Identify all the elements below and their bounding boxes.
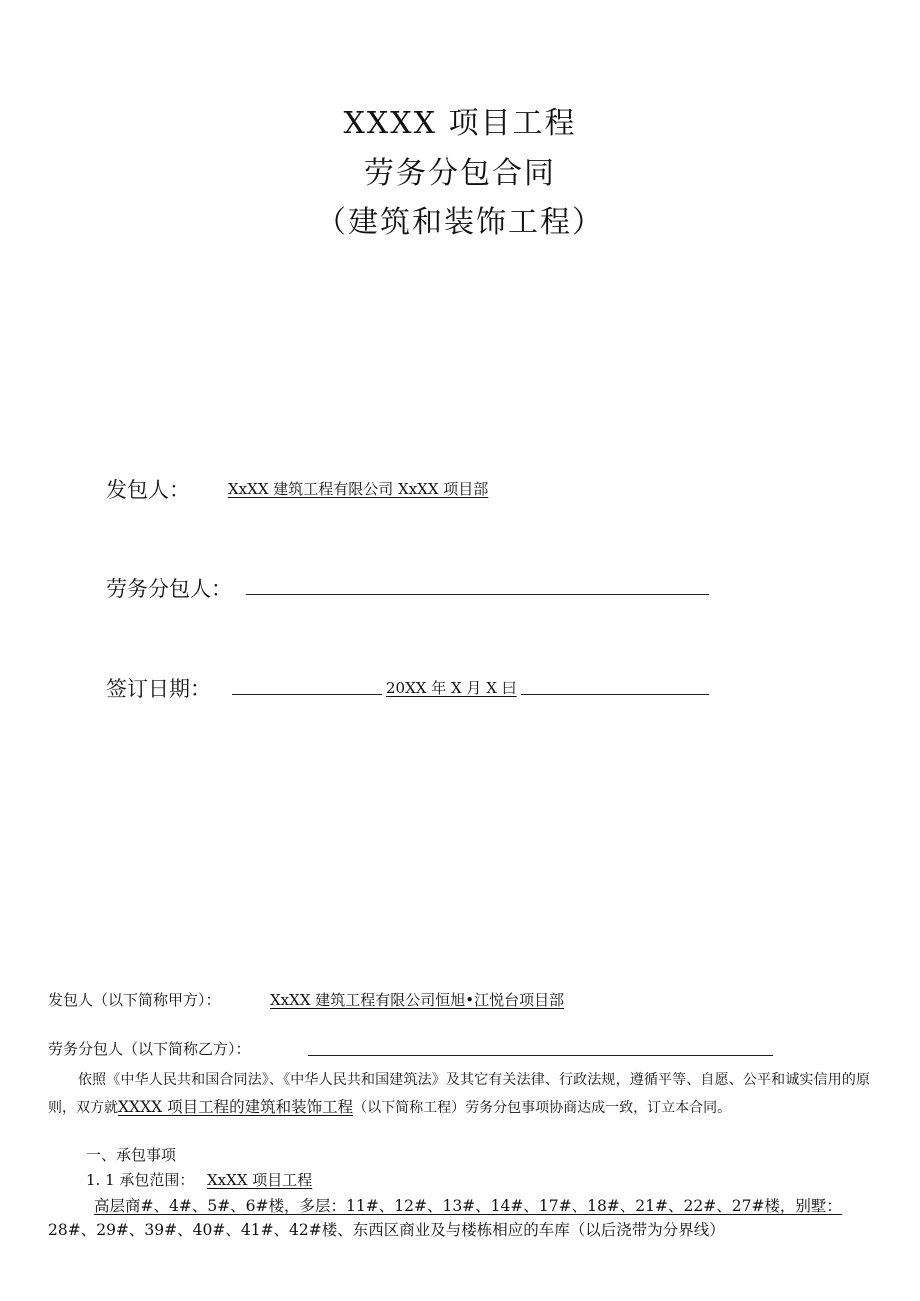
scope-line-2: 28#、29#、39#、40#、41#、42#楼、东西区商业及与楼栋相应的车库（以后浇带为分界线）: [48, 1221, 725, 1239]
contract-title-project: XXXX 项目工程: [343, 106, 577, 141]
party-a-label: 发包人（以下简称甲方）：: [48, 991, 221, 1009]
employer-value: XxXX 建筑工程有限公司 XxXX 项目部: [228, 480, 489, 498]
signing-date-value: 20XX 年 X 月 X 曰: [382, 677, 521, 698]
clause-1-1-label: 1. 1 承包范围：: [86, 1171, 195, 1189]
subcontractor-label: 劳务分包人：: [106, 577, 232, 601]
subcontractor-blank-line: [246, 594, 709, 595]
contract-title-scope: （建筑和装饰工程）: [316, 205, 604, 240]
employer-label: 发包人：: [106, 478, 190, 502]
intro-paragraph: [48, 1067, 870, 1122]
clause-1-1-value: XxXX 项目工程: [207, 1171, 313, 1189]
contract-title-type: 劳务分包合同: [364, 156, 556, 191]
intro-project-name: XXXX 项目工程的建筑和装饰工程: [118, 1098, 354, 1116]
party-b-label: 劳务分包人（以下简称乙方）：: [48, 1040, 251, 1058]
party-b-blank-line: [308, 1055, 773, 1056]
scope-line-1: 高层商#、4#、5#、6#楼，多层：11#、12#、13#、14#、17#、18#、21#、22#、27#楼，别墅：: [94, 1197, 842, 1215]
intro-text-part2: （以下简称工程）劳务分包事项协商达成一致，订立本合同。: [353, 1100, 732, 1116]
section-1-title: 一、承包事项: [86, 1146, 177, 1164]
party-a-value: XxXX 建筑工程有限公司恒旭•江悦台项目部: [270, 991, 565, 1009]
signing-date-label: 签订日期：: [106, 677, 211, 701]
intro-text-part1: 依照《中华人民共和国合同法》、《中华人民共和国建筑法》及其它有关法律、行政法规，遵循平等、自愿、公平和诚实信用的原则，双方就: [48, 1072, 870, 1116]
